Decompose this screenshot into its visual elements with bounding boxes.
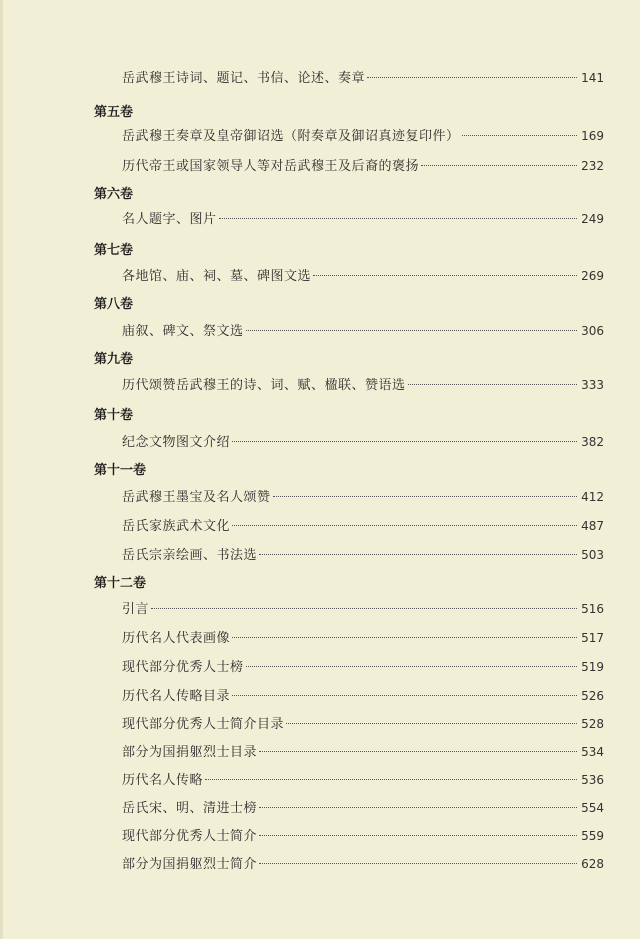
toc-entry[interactable] xyxy=(122,546,604,564)
toc-entry-title: 现代部分优秀人士简介目录 xyxy=(122,717,285,732)
toc-page-number: 534 xyxy=(581,745,604,759)
toc-entry-title: 各地馆、庙、祠、墓、碑图文选 xyxy=(122,269,312,284)
toc-entry-title: 现代部分优秀人士榜 xyxy=(122,660,244,675)
toc-entry[interactable] xyxy=(122,827,604,845)
toc-entry[interactable] xyxy=(122,433,604,451)
toc-entry-title: 岳氏宗亲绘画、书法选 xyxy=(122,548,258,563)
toc-entry[interactable] xyxy=(122,629,604,647)
toc-entry[interactable] xyxy=(122,376,604,394)
toc-entry-title: 部分为国捐躯烈士目录 xyxy=(122,745,258,760)
toc-entry[interactable] xyxy=(122,210,604,228)
toc-page-number: 516 xyxy=(581,602,604,616)
toc-entry[interactable] xyxy=(122,600,604,618)
toc-entry[interactable] xyxy=(122,687,604,705)
toc-entry-title: 纪念文物图文介绍 xyxy=(122,435,231,450)
dot-leader xyxy=(232,637,577,638)
toc-entry[interactable] xyxy=(122,799,604,817)
toc-section-heading: 第五卷 xyxy=(94,105,134,120)
toc-page-number: 519 xyxy=(581,660,604,674)
dot-leader xyxy=(421,165,577,166)
dot-leader xyxy=(205,779,577,780)
toc-page-number: 487 xyxy=(581,519,604,533)
toc-section-heading: 第十一卷 xyxy=(94,463,147,478)
toc-entry[interactable] xyxy=(122,157,604,175)
toc-page-number: 232 xyxy=(581,159,604,173)
toc-page-number: 526 xyxy=(581,689,604,703)
toc-entry-title: 引言 xyxy=(122,602,150,617)
toc-entry-title: 历代帝王或国家领导人等对岳武穆王及后裔的褒扬 xyxy=(122,159,420,174)
toc-entry[interactable] xyxy=(122,771,604,789)
toc-entry[interactable] xyxy=(122,267,604,285)
dot-leader xyxy=(367,77,577,78)
toc-entry[interactable] xyxy=(122,488,604,506)
toc-entry-title: 名人题字、图片 xyxy=(122,212,217,227)
toc-entry[interactable] xyxy=(122,658,604,676)
toc-entry-title: 岳武穆王奏章及皇帝御诏选（附奏章及御诏真迹复印件） xyxy=(122,129,460,144)
toc-page-number: 141 xyxy=(581,71,604,85)
toc-entry-title: 庙叙、碑文、祭文选 xyxy=(122,324,244,339)
toc-page-number: 412 xyxy=(581,490,604,504)
toc-page-number: 528 xyxy=(581,717,604,731)
toc-entry-title: 现代部分优秀人士简介 xyxy=(122,829,258,844)
toc-section-heading: 第七卷 xyxy=(94,243,134,258)
dot-leader xyxy=(408,384,578,385)
toc-entry-title: 岳氏宋、明、清进士榜 xyxy=(122,801,258,816)
toc-entry-title: 历代颂赞岳武穆王的诗、词、赋、楹联、赞语选 xyxy=(122,378,406,393)
toc-page-number: 554 xyxy=(581,801,604,815)
toc-page-number: 333 xyxy=(581,378,604,392)
toc-entry-title: 历代名人传略目录 xyxy=(122,689,231,704)
toc-entry-title: 历代名人代表画像 xyxy=(122,631,231,646)
dot-leader xyxy=(259,835,577,836)
toc-entry[interactable] xyxy=(122,69,604,87)
toc-entry-title: 岳武穆王诗词、题记、书信、论述、奏章 xyxy=(122,71,366,86)
dot-leader xyxy=(246,330,578,331)
dot-leader xyxy=(232,525,577,526)
dot-leader xyxy=(462,135,578,136)
dot-leader xyxy=(259,863,577,864)
toc-entry-title: 历代名人传略 xyxy=(122,773,204,788)
dot-leader xyxy=(259,751,577,752)
toc-entry-title: 岳氏家族武术文化 xyxy=(122,519,231,534)
dot-leader xyxy=(273,496,578,497)
toc-page-number: 628 xyxy=(581,857,604,871)
toc-section-heading: 第八卷 xyxy=(94,297,134,312)
toc-page-number: 559 xyxy=(581,829,604,843)
toc-page-number: 382 xyxy=(581,435,604,449)
dot-leader xyxy=(259,554,577,555)
toc-section-heading: 第九卷 xyxy=(94,352,134,367)
toc-entry[interactable] xyxy=(122,715,604,733)
dot-leader xyxy=(232,695,577,696)
toc-section-heading: 第十卷 xyxy=(94,408,134,423)
toc-page-number: 169 xyxy=(581,129,604,143)
toc-entry[interactable] xyxy=(122,855,604,873)
toc-entry[interactable] xyxy=(122,322,604,340)
dot-leader xyxy=(232,441,577,442)
toc-page-number: 306 xyxy=(581,324,604,338)
toc-entry[interactable] xyxy=(122,517,604,535)
toc-page-number: 536 xyxy=(581,773,604,787)
toc-entry-title: 岳武穆王墨宝及名人颂赞 xyxy=(122,490,271,505)
toc-section-heading: 第十二卷 xyxy=(94,576,147,591)
dot-leader xyxy=(313,275,577,276)
dot-leader xyxy=(151,608,577,609)
dot-leader xyxy=(219,218,578,219)
page-edge xyxy=(0,0,3,939)
toc-section-heading: 第六卷 xyxy=(94,187,134,202)
toc-entry-title: 部分为国捐躯烈士简介 xyxy=(122,857,258,872)
dot-leader xyxy=(246,666,578,667)
dot-leader xyxy=(259,807,577,808)
toc-page-number: 503 xyxy=(581,548,604,562)
toc-entry[interactable] xyxy=(122,127,604,145)
toc-entry[interactable] xyxy=(122,743,604,761)
toc-page-number: 517 xyxy=(581,631,604,645)
toc-page-number: 269 xyxy=(581,269,604,283)
toc-page-number: 249 xyxy=(581,212,604,226)
dot-leader xyxy=(286,723,577,724)
